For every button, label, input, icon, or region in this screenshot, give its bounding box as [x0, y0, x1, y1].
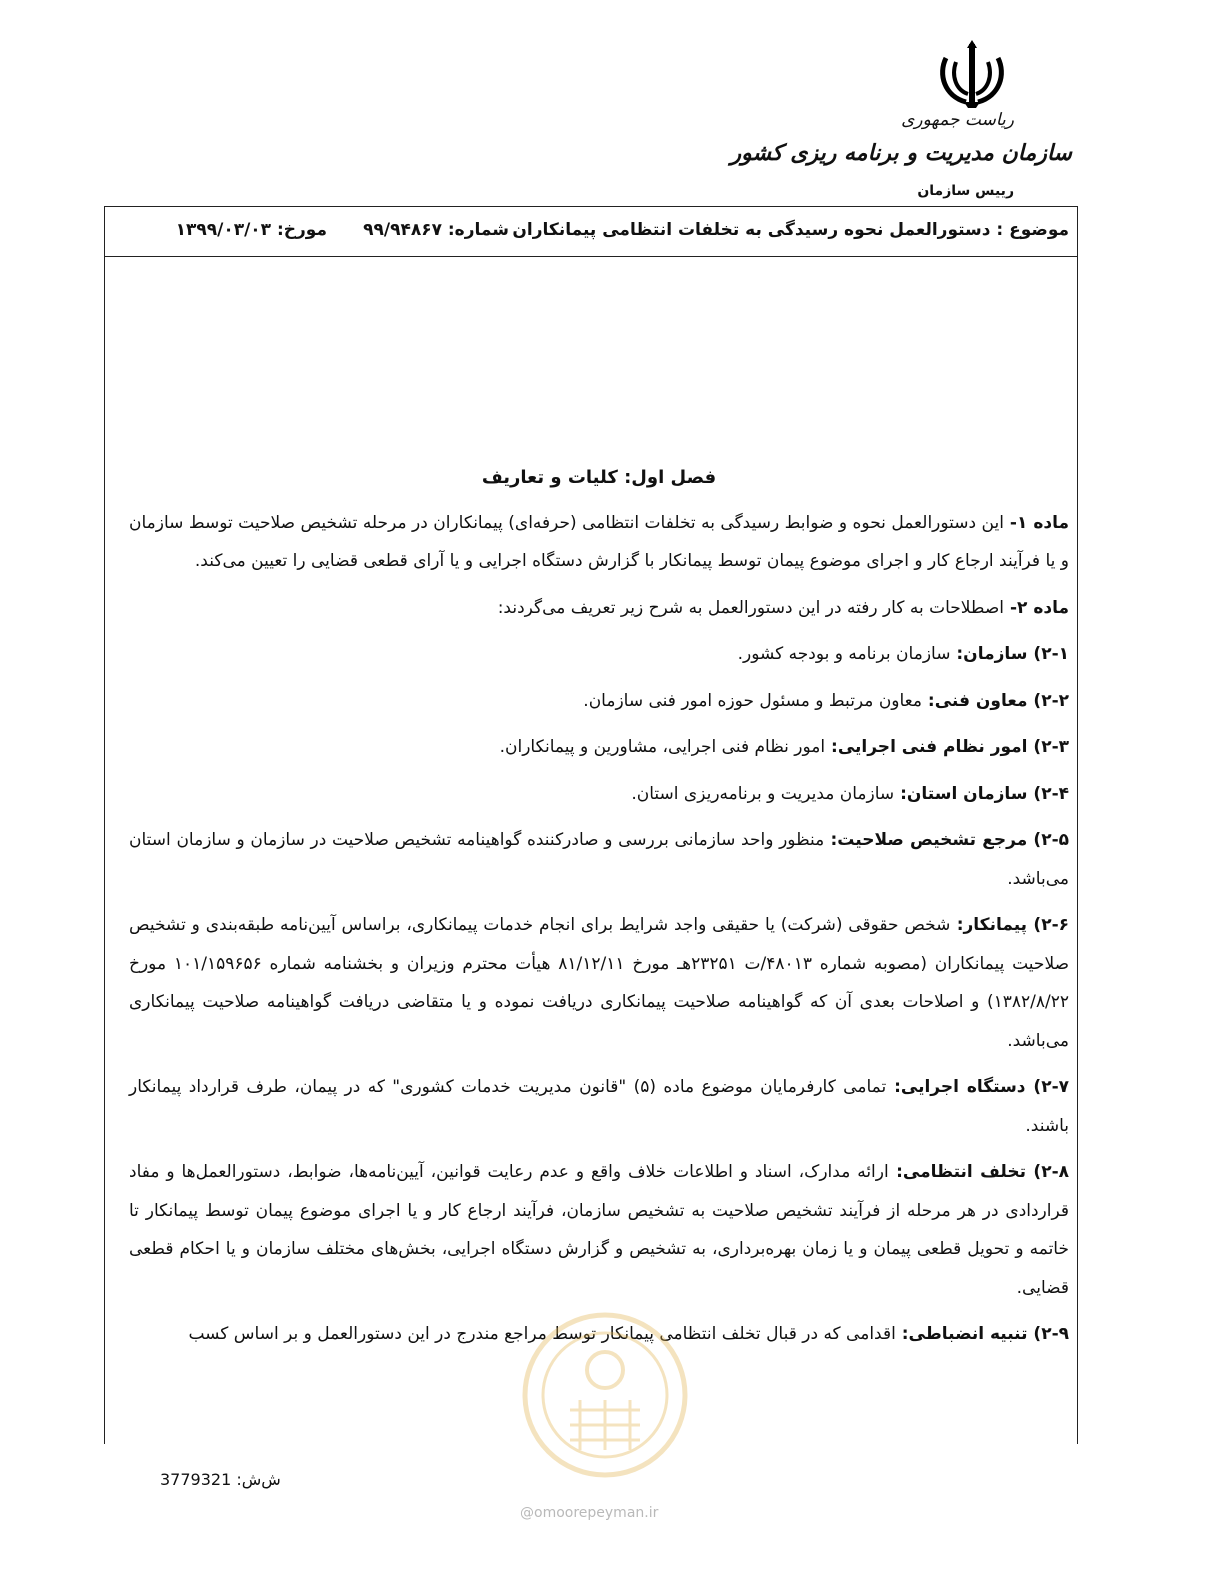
org-name: سازمان مدیریت و برنامه ریزی کشور	[730, 140, 1072, 166]
signer-role: رییس سازمان	[917, 183, 1014, 199]
definition-label: ۲-۴) سازمان استان:	[894, 783, 1069, 804]
definition-text: امور نظام فنی اجرایی، مشاورین و پیمانکاران.	[499, 737, 826, 757]
definition-label: ۲-۱) سازمان:	[950, 644, 1069, 664]
subject-row	[105, 207, 1077, 257]
letter-date: مورخ: ۱۳۹۹/۰۳/۰۳	[175, 220, 327, 240]
chapter-title: فصل اول: کلیات و تعاریف	[481, 467, 717, 488]
content-frame	[104, 206, 1078, 1444]
definition-2-8	[129, 1153, 1069, 1307]
document-body	[129, 459, 1069, 1362]
definition-2-2	[129, 682, 1069, 721]
definition-text: اقدامی که در قبال تخلف انتظامی پیمانکار توسط مراجع مندرج در این دستورالعمل و بر اساس کسب	[188, 1324, 896, 1344]
definition-label: ۲-۶) پیمانکار:	[950, 915, 1069, 935]
definition-text: شخص حقوقی (شرکت) یا حقیقی واجد شرایط برای انجام خدمات پیمانکاری، براساس آیین‌نامه طبقه‌بندی و تشخیص صلاحیت پیمانکاران (مصوبه شماره ۴۸۰۱۳/ت ۲۳۲۵۱هـ مورخ ۸۱/۱۲/۱۱ هیأت محترم وزیران و بخشنامه شماره ۱۰۱/۱۵۹۶۵۶ مورخ ۱۳۸۲/۸/۲۲) و اصلاحات بعدی آن که گواهینامه صلاحیت پیمانکاری دریافت نموده و یا متقاضی دریافت گواهینامه صلاحیت پیمانکاری می‌باشد.	[129, 915, 1070, 1051]
definition-text: تمامی کارفرمایان موضوع ماده (۵) "قانون مدیریت خدمات کشوری" که در پیمان، طرف قرارداد پیمانکار باشند.	[129, 1077, 1069, 1136]
watermark-url: @omoorepeyman.ir	[520, 1505, 659, 1521]
footer-code: ش‌ش: 3779321	[160, 1470, 281, 1489]
subject-text: موضوع : دستورالعمل نحوه رسیدگی به تخلفات انتظامی پیمانکاران	[512, 220, 1069, 240]
letter-number: شماره: ۹۹/۹۴۸۶۷	[363, 220, 509, 240]
definition-2-7	[129, 1068, 1069, 1145]
definition-text: سازمان برنامه و بودجه کشور.	[737, 644, 951, 664]
definition-text: منظور واحد سازمانی بررسی و صادرکننده گواهینامه تشخیص صلاحیت در سازمان و سازمان استان می‌باشد.	[129, 830, 1069, 889]
article-2	[129, 589, 1069, 628]
article-text: این دستورالعمل نحوه و ضوابط رسیدگی به تخلفات انتظامی (حرفه‌ای) پیمانکاران در مرحله تشخیص صلاحیت توسط سازمان و یا فرآیند ارجاع کار و اجرای موضوع پیمان توسط پیمانکار با گزارش دستگاه اجرایی و یا آرای قطعی قضایی را تعیین می‌کند.	[129, 512, 1069, 571]
definition-2-3	[129, 728, 1069, 767]
article-label: ماده ۱-	[1003, 512, 1069, 533]
definition-2-1	[129, 635, 1069, 674]
definition-label: ۲-۷) دستگاه اجرایی:	[886, 1077, 1070, 1097]
org-line-presidency: ریاست جمهوری	[901, 110, 1014, 130]
definition-text: ارائه مدارک، اسناد و اطلاعات خلاف واقع و عدم رعایت قوانین، آیین‌نامه‌ها، ضوابط، دستورالعمل‌ها و مفاد قراردادی در هر مرحله از فرآیند تشخیص صلاحیت به تشخیص سازمان، فرآیند ارجاع کار و یا اجرای موضوع پیمان توسط پیمانکار تا خاتمه و تحویل قطعی پیمان و یا زمان بهره‌برداری، به تشخیص و گزارش دستگاه اجرایی، بخش‌های مختلف سازمان و یا احکام قطعی قضایی.	[129, 1162, 1069, 1298]
article-text: اصطلاحات به کار رفته در این دستورالعمل به شرح زیر تعریف می‌گردند:	[497, 597, 1005, 618]
definition-label: ۲-۹) تنبیه انضباطی:	[895, 1324, 1069, 1344]
watermark-seal-icon	[500, 1300, 710, 1500]
definition-2-4	[129, 775, 1069, 814]
definition-label: ۲-۲) معاون فنی:	[922, 690, 1069, 711]
definition-2-6	[129, 906, 1069, 1060]
definition-label: ۲-۸) تخلف انتظامی:	[888, 1162, 1069, 1182]
definition-label: ۲-۳) امور نظام فنی اجرایی:	[825, 737, 1069, 757]
definition-text: سازمان مدیریت و برنامه‌ریزی استان.	[631, 783, 895, 804]
definition-label: ۲-۵) مرجع تشخیص صلاحیت:	[824, 830, 1070, 850]
definition-2-5	[129, 821, 1069, 898]
article-label: ماده ۲-	[1004, 597, 1069, 618]
article-1	[129, 504, 1069, 581]
definition-text: معاون مرتبط و مسئول حوزه امور فنی سازمان.	[583, 690, 922, 711]
iran-emblem-icon	[936, 40, 1008, 110]
